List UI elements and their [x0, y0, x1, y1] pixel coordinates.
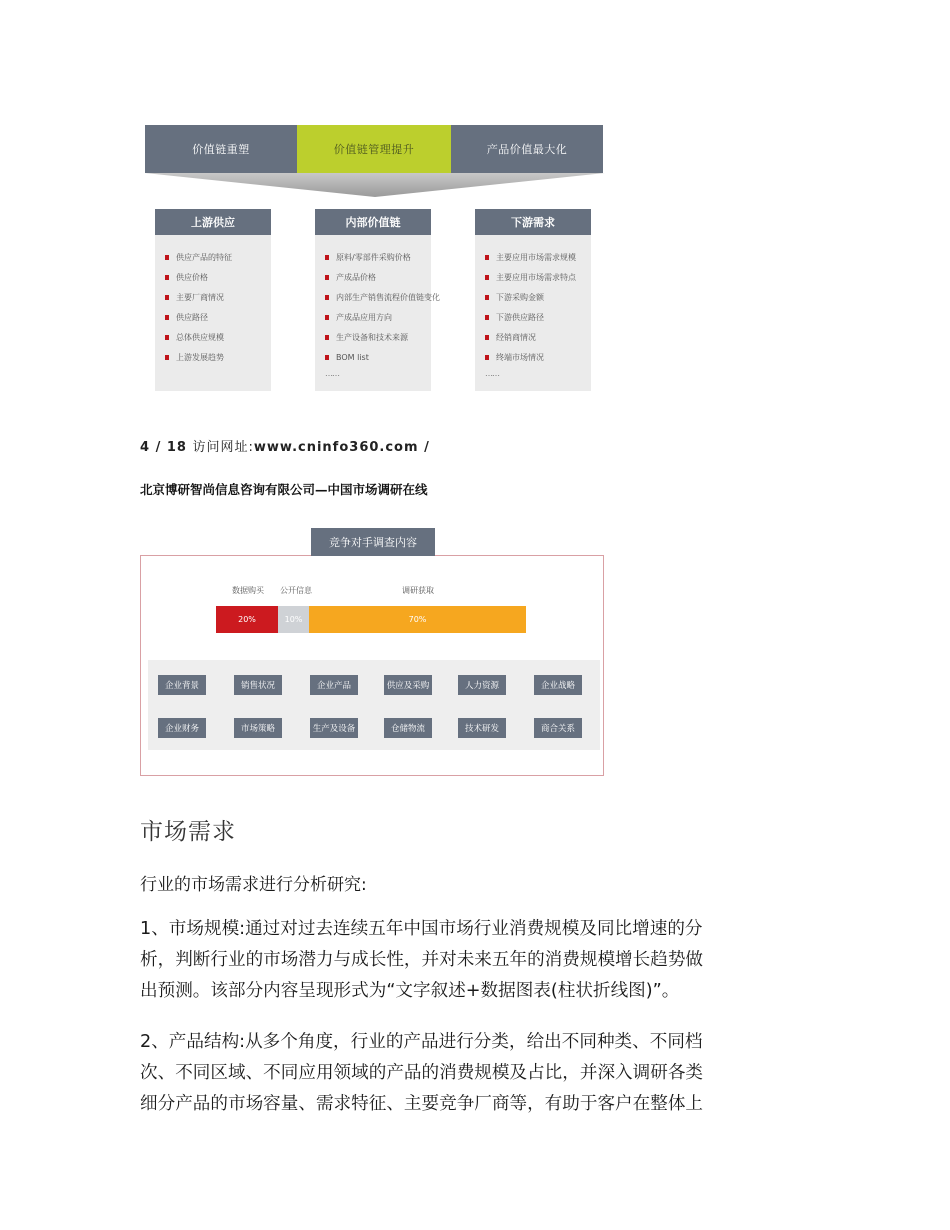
tag-company-finance: 企业财务	[158, 718, 206, 738]
tag-company-products: 企业产品	[310, 675, 358, 695]
list-item: 生产设备和技术来源	[325, 327, 423, 347]
list-item: 下游供应路径	[485, 307, 583, 327]
tag-company-background: 企业背景	[158, 675, 206, 695]
bullet-icon	[165, 295, 169, 300]
bullet-icon	[325, 275, 329, 280]
bullet-icon	[485, 295, 489, 300]
list-item: 产成品应用方向	[325, 307, 423, 327]
list-item: 内部生产销售流程价值链变化	[325, 287, 423, 307]
section-title: 市场需求	[140, 819, 236, 845]
tag-company-strategy: 企业战略	[534, 675, 582, 695]
list-item: 总体供应规模	[165, 327, 263, 347]
column-internal-value-chain	[315, 209, 440, 391]
tag-warehousing-logistics: 仓储物流	[384, 718, 432, 738]
page-footer-line	[140, 436, 430, 455]
column-upstream-supply	[155, 209, 271, 391]
bullet-icon	[165, 275, 169, 280]
bullet-icon	[325, 335, 329, 340]
bar-label-public-info: 公开信息	[280, 586, 312, 595]
column-title: 内部价值链	[315, 209, 431, 235]
list-item: 供应路径	[165, 307, 263, 327]
tag-grid-background	[148, 660, 600, 750]
list-item: 上游发展趋势	[165, 347, 263, 367]
bullet-icon	[325, 355, 329, 360]
tag-human-resources: 人力资源	[458, 675, 506, 695]
bullet-icon	[485, 255, 489, 260]
page-total: 18	[166, 440, 187, 455]
page-number: 4	[140, 440, 151, 455]
paragraph-product-structure	[140, 1027, 820, 1120]
list-item: 产成品价格	[325, 267, 423, 287]
list-item: 经销商情况	[485, 327, 583, 347]
paragraph-line: 细分产品的市场容量、需求特征、主要竞争厂商等，有助于客户在整体上	[140, 1094, 704, 1114]
intro-line: 行业的市场需求进行分析研究:	[140, 875, 367, 895]
bullet-icon	[165, 355, 169, 360]
list-item: 供应产品的特征	[165, 247, 263, 267]
list-item: 供应价格	[165, 267, 263, 287]
tag-tech-rnd: 技术研发	[458, 718, 506, 738]
bullet-icon	[165, 315, 169, 320]
column-downstream-demand	[475, 209, 591, 391]
site-url-link[interactable]: www.cninfo360.com	[253, 440, 419, 455]
tag-sales-status: 销售状况	[234, 675, 282, 695]
tag-business-relations: 商合关系	[534, 718, 582, 738]
paragraph-line: 出预测。该部分内容呈现形式为“文字叙述+数据图表(柱状折线图)”。	[140, 981, 680, 1001]
bar-segment-public-info: 10%	[278, 606, 309, 633]
paragraph-market-size	[140, 914, 820, 1007]
header-product-value-max: 产品价值最大化	[451, 125, 603, 173]
bar-label-data-purchase: 数据购买	[232, 586, 264, 595]
tag-production-equipment: 生产及设备	[310, 718, 358, 738]
list-item: 终端市场情况	[485, 347, 583, 367]
column-title: 下游需求	[475, 209, 591, 235]
trailing-slash: /	[424, 440, 430, 455]
bullet-icon	[325, 255, 329, 260]
value-chain-figure	[145, 125, 605, 393]
downstream-list	[475, 235, 591, 367]
bullet-icon	[485, 335, 489, 340]
page-separator: /	[155, 440, 162, 455]
bullet-icon	[165, 335, 169, 340]
bullet-icon	[325, 315, 329, 320]
tag-market-strategy: 市场策略	[234, 718, 282, 738]
header-value-chain-reshape: 价值链重塑	[145, 125, 297, 173]
bullet-icon	[485, 275, 489, 280]
more-ellipsis: ……	[325, 369, 339, 378]
list-item: 原料/零部件采购价格	[325, 247, 423, 267]
list-item: 主要厂商情况	[165, 287, 263, 307]
paragraph-line: 1、市场规模:通过对过去连续五年中国市场行业消费规模及同比增速的分	[140, 919, 703, 939]
bullet-icon	[485, 355, 489, 360]
header-value-chain-management: 价值链管理提升	[297, 125, 451, 173]
value-chain-header	[145, 125, 605, 173]
internal-list	[315, 235, 440, 367]
list-item: 主要应用市场需求特点	[485, 267, 583, 287]
figure-title: 竞争对手调查内容	[311, 528, 435, 556]
bar-segment-data-purchase: 20%	[216, 606, 278, 633]
column-title: 上游供应	[155, 209, 271, 235]
list-item: 主要应用市场需求规模	[485, 247, 583, 267]
paragraph-line: 次、不同区域、不同应用领域的产品的消费规模及占比，并深入调研各类	[140, 1063, 704, 1083]
url-label: 访问网址:	[192, 440, 254, 455]
tag-supply-procurement: 供应及采购	[384, 675, 432, 695]
bullet-icon	[325, 295, 329, 300]
list-item: 下游采购金额	[485, 287, 583, 307]
company-name: 北京博研智尚信息咨询有限公司—中国市场调研在线	[140, 482, 428, 497]
more-ellipsis: ……	[485, 369, 499, 378]
bullet-icon	[485, 315, 489, 320]
list-item: BOM list	[325, 347, 423, 367]
competitor-survey-figure	[140, 528, 604, 776]
bar-label-research: 调研获取	[402, 586, 434, 595]
paragraph-line: 析，判断行业的市场潜力与成长性，并对未来五年的消费规模增长趋势做	[140, 950, 704, 970]
chevron-arrow-shape	[145, 173, 605, 199]
bar-segment-research: 70%	[309, 606, 526, 633]
upstream-list	[155, 235, 271, 367]
paragraph-line: 2、产品结构:从多个角度，行业的产品进行分类，给出不同种类、不同档	[140, 1032, 703, 1052]
bullet-icon	[165, 255, 169, 260]
